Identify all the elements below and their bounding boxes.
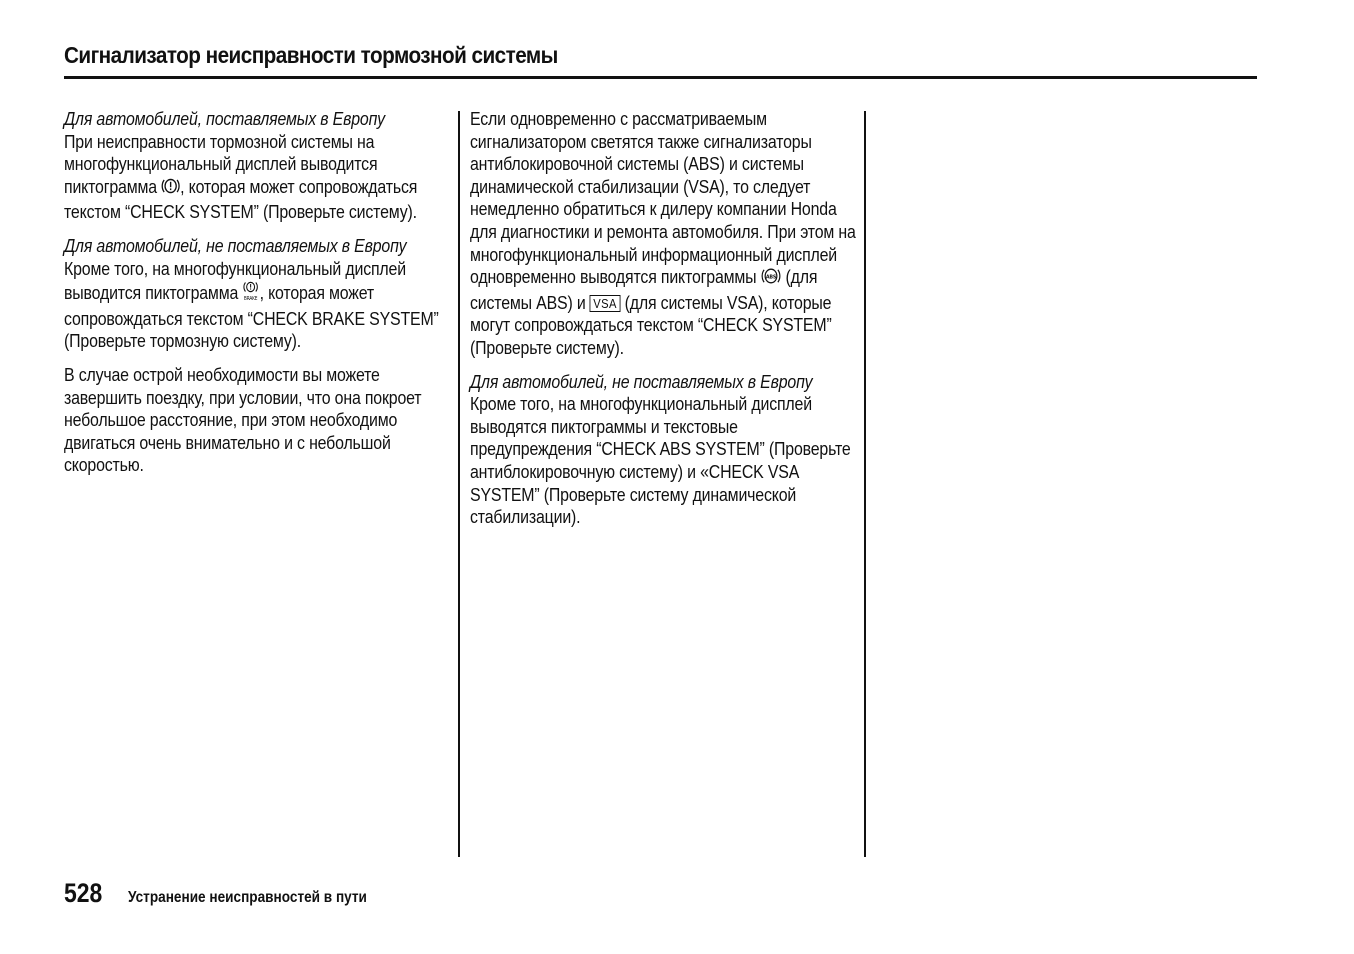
abs-icon-text: ABS	[765, 274, 777, 281]
abs-vsa-paragraph	[470, 108, 860, 360]
section-non-europe	[64, 235, 447, 353]
vsa-indicator-icon: VSA	[590, 295, 621, 312]
text-europe-after: , которая может сопровождаться текстом “CHECK SYSTEM” (Проверьте систему).	[64, 175, 418, 223]
abs-icon	[761, 266, 782, 292]
text-europe-before: При неисправности тормозной системы на многофункциональный дисплей выводится пиктограмма	[64, 130, 378, 197]
section-name: Устранение неисправностей в пути	[128, 889, 367, 906]
section-europe	[64, 108, 447, 224]
brake-warning-icon	[161, 176, 180, 202]
section-heading-non-europe: Для автомобилей, не поставляемых в Европу	[64, 234, 407, 256]
title-rule	[64, 76, 1257, 79]
abs-vsa-text-after: (для системы VSA), которые могут сопровождаться текстом “CHECK SYSTEM” (Проверьте систему).	[470, 291, 832, 358]
section-non-europe-2	[470, 371, 860, 529]
abs-vsa-text-before: Если одновременно с рассматриваемым сигнализатором светятся также сигнализаторы антиблокировочной системы (ABS) и системы динамической стабилизации (VSA), то следует немедленно обратиться к дилеру компании Honda для диагностики и ремонта автомобиля. При этом на многофункциональный информационный дисплей одновременно выводятся пиктограммы	[470, 108, 856, 288]
column-divider-left	[458, 111, 460, 857]
emergency-paragraph: В случае острой необходимости вы можете завершить поездку, при условии, что она покроет небольшое расстояние, при этом необходимо двигаться очень внимательно и с небольшой скоростью.	[64, 363, 422, 476]
text-non-europe-before: Кроме того, на многофункциональный дисплей выводится пиктограмма	[64, 257, 406, 304]
column-left	[64, 108, 447, 477]
column-middle	[470, 108, 860, 529]
section-heading-europe: Для автомобилей, поставляемых в Европу	[64, 108, 385, 129]
brake-icon-text: BRAKE	[244, 296, 258, 303]
page-number: 528	[64, 878, 103, 908]
page-title: Сигнализатор неисправности тормозной системы	[64, 42, 558, 68]
brake-symbol-icon	[242, 280, 259, 308]
text-non-europe-2: Кроме того, на многофункциональный дисплей выводятся пиктограммы и текстовые предупреждения “CHECK ABS SYSTEM” (Проверьте антиблокировочную систему) и «CHECK VSA SYSTEM” (Проверьте систему динамической стабилизации).	[470, 393, 851, 528]
column-divider-right	[864, 111, 866, 857]
text-non-europe-after: , которая может сопровождаться текстом “CHECK BRAKE SYSTEM” (Проверьте тормозную систему).	[64, 282, 439, 352]
abs-vsa-text-mid: (для системы ABS) и	[470, 266, 818, 313]
section-heading-non-europe-2: Для автомобилей, не поставляемых в Европу	[470, 370, 813, 392]
